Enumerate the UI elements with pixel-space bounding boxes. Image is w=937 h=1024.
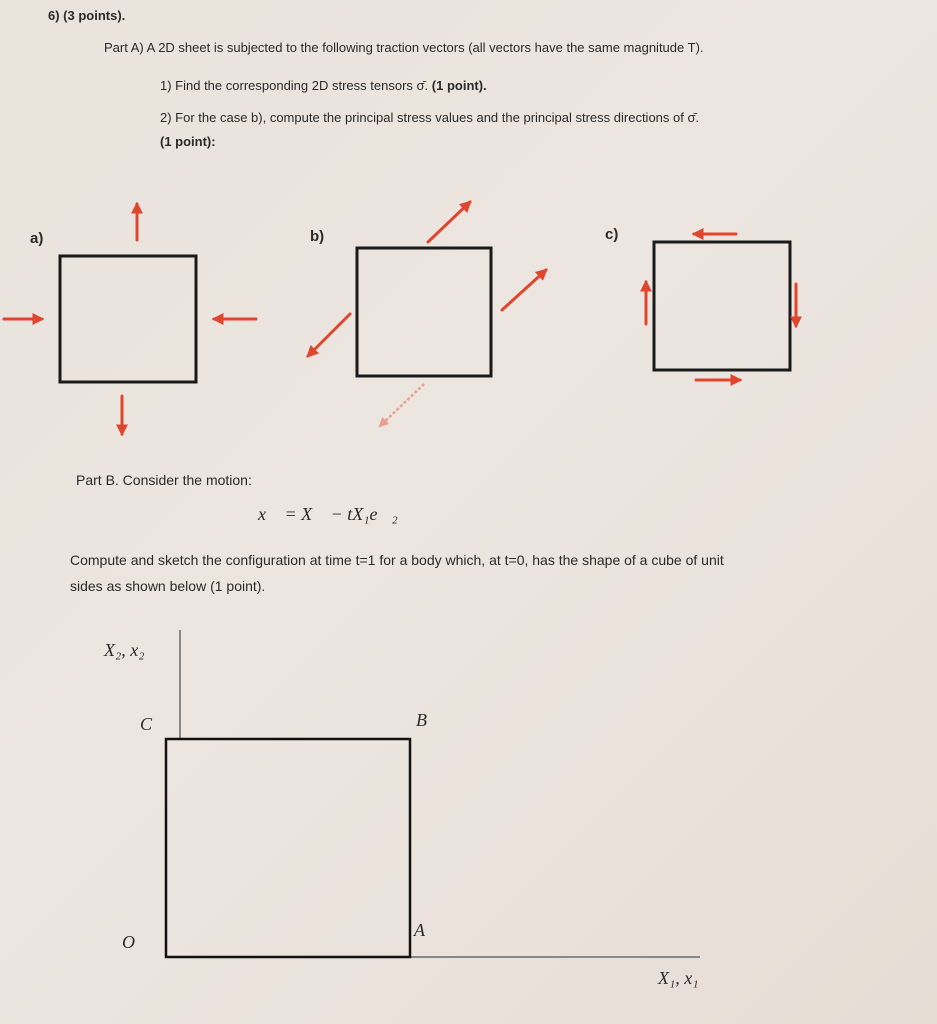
axis-x-label: X₁, x₁ bbox=[658, 968, 699, 988]
part-b-intro: Part B. Consider the motion: bbox=[76, 472, 252, 488]
motion-equation: x⃗ = X⃗ − tX₁e⃗₂ bbox=[258, 504, 398, 524]
arrow-b-right bbox=[502, 270, 546, 310]
question-1-points: (1 point). bbox=[431, 78, 487, 93]
arrow-b-bottom-faint bbox=[380, 384, 424, 426]
question-1-text: 1) Find the corresponding 2D stress tensors σ̄. bbox=[160, 78, 429, 93]
part-b-instruction-2: sides as shown below (1 point). bbox=[70, 578, 266, 594]
arrow-b-left bbox=[308, 314, 350, 356]
question-2-points: (1 point): bbox=[160, 134, 216, 149]
unit-cube bbox=[166, 739, 410, 957]
axis-y-label: X₂, x₂ bbox=[104, 640, 145, 660]
corner-label-a: A bbox=[414, 920, 425, 940]
square-b bbox=[357, 248, 491, 376]
square-a bbox=[60, 256, 196, 382]
corner-label-o: O bbox=[122, 932, 135, 952]
corner-label-c: C bbox=[140, 714, 153, 734]
corner-label-b: B bbox=[416, 710, 427, 730]
problem-title: 6) (3 points). bbox=[48, 8, 126, 23]
part-a-question-2: 2) For the case b), compute the principal stress values and the principal stress directions of σ̄. bbox=[160, 110, 700, 125]
arrow-b-top bbox=[428, 202, 470, 242]
part-b-instruction-1: Compute and sketch the configuration at time t=1 for a body which, at t=0, has the shape of a cube of unit bbox=[70, 552, 724, 568]
case-c-label: c) bbox=[605, 226, 619, 243]
part-a-intro: Part A) A 2D sheet is subjected to the following traction vectors (all vectors have the same magnitude T). bbox=[104, 40, 704, 55]
case-b-label: b) bbox=[310, 228, 325, 245]
square-c bbox=[654, 242, 790, 370]
case-a-label: a) bbox=[30, 230, 44, 247]
